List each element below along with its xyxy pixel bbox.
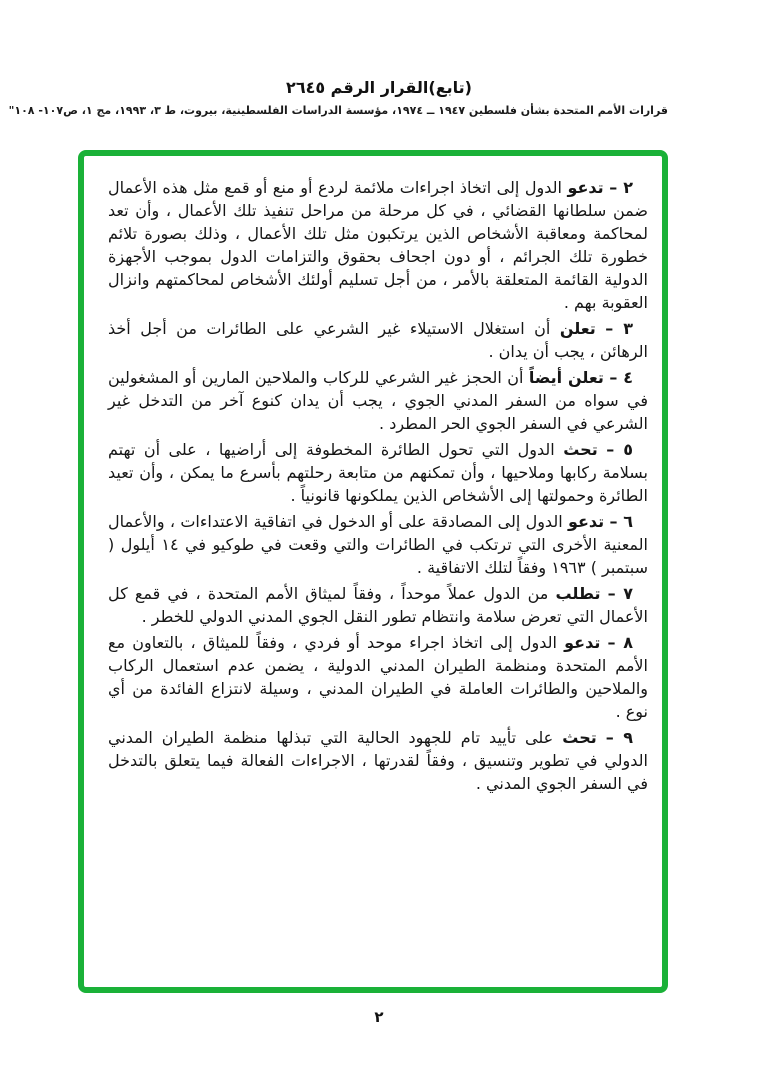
paragraph-number: ٩ – (605, 728, 634, 747)
page-number: ٢ (374, 1008, 384, 1026)
resolution-paragraph (108, 631, 648, 723)
resolution-paragraph (108, 438, 648, 507)
paragraph-text: الدول التي تحول الطائرة المخطوفة إلى أراضيها ، على أن تهتم بسلامة ركابها وملاحيها ، وأن تمكنهم من متابعة رحلتهم بأسرع ما يمكن ، وأن تعيد الطائرة وحمولتها إلى الأشخاص الذين يملكونها قانونياً . (108, 440, 648, 505)
resolution-paragraphs (108, 176, 648, 798)
paragraph-verb: تدعو (567, 178, 604, 197)
resolution-paragraph (108, 726, 648, 795)
resolution-paragraph (108, 317, 648, 363)
paragraph-verb: تعلن أيضاً (528, 368, 604, 387)
page-title: (تابع)القرار الرقم ٢٦٤٥ (286, 78, 472, 97)
paragraph-text: على تأييد تام للجهود الحالية التي تبذلها منظمة الطيران المدني الدولي في تطوير وتنسيق ، وفقاً لقدرتها ، الاجراءات الفعالة فيما يتعلق بالتدخل في السفر الجوي المدني . (108, 728, 648, 793)
paragraph-text: الدول إلى اتخاذ اجراء موحد أو فردي ، وفقاً للميثاق ، بالتعاون مع الأمم المتحدة ومنظمة الطيران المدني الدولية ، يضمن عدم استعمال الركاب والملاحين والطائرات العاملة في الطيران المدني ، وسيلة لانتزاع الفائدة من أي نوع . (108, 633, 648, 721)
paragraph-number: ٧ – (607, 584, 633, 603)
paragraph-number: ٥ – (606, 440, 634, 459)
paragraph-text: أن استغلال الاستيلاء غير الشرعي على الطائرات من أجل أخذ الرهائن ، يجب أن يدان . (108, 319, 648, 361)
paragraph-number: ٨ – (607, 633, 633, 652)
paragraph-number: ٢ – (609, 178, 633, 197)
paragraph-verb: تدعو (564, 633, 601, 652)
paragraph-text: أن الحجز غير الشرعي للركاب والملاحين المارين أو المشغولين في سواه من السفر المدني الجوي ، يجب أن يدان كنوع آخر من التدخل غير الشرعي في السفر الجوي الحر المطرد . (108, 368, 648, 433)
paragraph-number: ٣ – (605, 319, 633, 338)
paragraph-number: ٤ – (609, 368, 633, 387)
paragraph-verb: تحث (563, 440, 598, 459)
paragraph-number: ٦ – (609, 512, 633, 531)
resolution-paragraph (108, 366, 648, 435)
paragraph-verb: تدعو (567, 512, 605, 531)
paragraph-verb: تعلن (559, 319, 596, 338)
resolution-paragraph (108, 176, 648, 314)
paragraph-text: الدول إلى المصادقة على أو الدخول في اتفاقية الاعتداءات ، والأعمال المعنية الأخرى التي ترتكب في الطائرات والتي وقعت في طوكيو في ١٤ أيلول ( سبتمبر ) ١٩٦٣ وفقاً لتلك الاتفاقية . (108, 512, 648, 577)
paragraph-text: الدول إلى اتخاذ اجراءات ملائمة لردع أو منع أو قمع مثل هذه الأعمال ضمن سلطانها القضائي ، في كل مرحلة من مراحل تنفيذ تلك الأعمال ، وأن تعد لمحاكمة ومعاقبة الأشخاص الذين يرتكبون مثل تلك الأعمال ، وذلك بصورة تلائم خطورة تلك الجرائم ، أو دون اجحاف بحقوق والتزامات الدول بموجب الأجهزة الدولية القائمة المتعلقة بالأمر ، من أجل تسليم أولئك الأشخاص لمحاكمتهم وانزال العقوبة بهم . (108, 178, 648, 312)
paragraph-verb: تطلب (555, 584, 601, 603)
citation-line: قرارات الأمم المتحدة بشأن فلسطين ١٩٤٧ ــ ١٩٧٤، مؤسسة الدراسات الفلسطينية، بيروت، ط ٣، ١٩٩٣، مج ١، ص١٠٧- ١٠٨" (8, 104, 668, 117)
paragraph-verb: تحث (562, 728, 597, 747)
paragraph-text: من الدول عملاً موحداً ، وفقاً لميثاق الأمم المتحدة ، في قمع كل الأعمال التي تعرض سلامة وانتظام تطور النقل الجوي المدني الدولي للخطر . (108, 584, 648, 626)
resolution-paragraph (108, 510, 648, 579)
resolution-paragraph (108, 582, 648, 628)
